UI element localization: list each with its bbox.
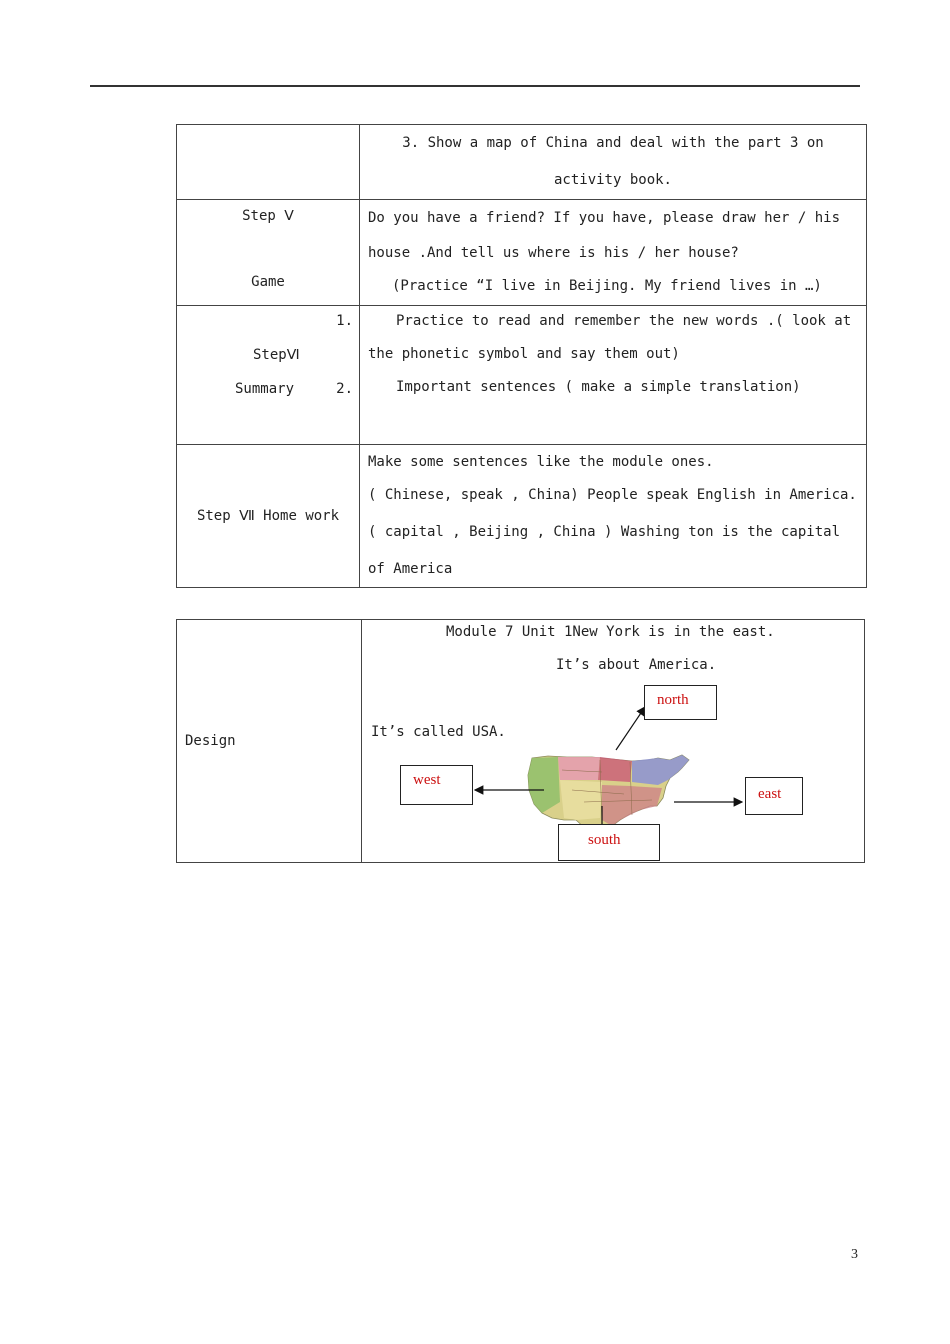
- table-row: [177, 306, 867, 445]
- content-line: house .And tell us where is his / her house?: [368, 245, 739, 261]
- step-title: Step Ⅴ: [242, 208, 294, 224]
- table-row: [177, 125, 867, 200]
- south-label: south: [558, 824, 660, 861]
- step-cell: [177, 200, 360, 306]
- content-line: the phonetic symbol and say them out): [368, 346, 680, 362]
- content-line: 3. Show a map of China and deal with the part 3 on: [402, 135, 824, 151]
- header-rule: [90, 85, 860, 87]
- content-line: (Practice “I live in Beijing. My friend lives in …): [392, 278, 822, 294]
- table-row: [177, 445, 867, 588]
- step-subtitle: Summary: [235, 381, 295, 397]
- north-label: north: [644, 685, 717, 720]
- content-line: Important sentences ( make a simple translation): [396, 379, 801, 395]
- content-line: of America: [368, 561, 453, 577]
- content-line: Do you have a friend? If you have, please draw her / his: [368, 210, 841, 226]
- east-label: east: [745, 777, 803, 815]
- step-subtitle: Game: [251, 274, 285, 290]
- content-line: Practice to read and remember the new words .( look at: [396, 313, 852, 329]
- content-cell: [360, 125, 867, 200]
- usa-map-icon: [528, 755, 689, 835]
- step-title: StepⅥ: [253, 347, 300, 363]
- design-label: Design: [177, 620, 362, 863]
- design-called: It’s called USA.: [371, 724, 506, 740]
- step-cell: Step Ⅶ Home work: [177, 445, 360, 588]
- content-cell: [360, 306, 867, 445]
- design-title: Module 7 Unit 1New York is in the east.: [446, 624, 775, 640]
- list-number: 2.: [336, 381, 353, 397]
- step-cell: [177, 125, 360, 200]
- content-line: ( Chinese, speak , China) People speak English in America.: [368, 487, 857, 503]
- design-content: [362, 620, 865, 863]
- content-line: ( capital , Beijing , China ) Washing ton is the capital: [368, 524, 841, 540]
- table-row: [177, 200, 867, 306]
- west-label: west: [400, 765, 473, 805]
- list-number: 1.: [336, 313, 353, 329]
- design-table: [176, 619, 865, 863]
- design-subtitle: It’s about America.: [556, 657, 717, 673]
- lesson-table: [176, 124, 867, 588]
- content-cell: [360, 445, 867, 588]
- content-line: activity book.: [553, 172, 672, 188]
- content-line: Make some sentences like the module ones.: [368, 454, 714, 470]
- step-cell: [177, 306, 360, 445]
- page-number: 3: [851, 1247, 858, 1262]
- table-row: [177, 620, 865, 863]
- content-cell: [360, 200, 867, 306]
